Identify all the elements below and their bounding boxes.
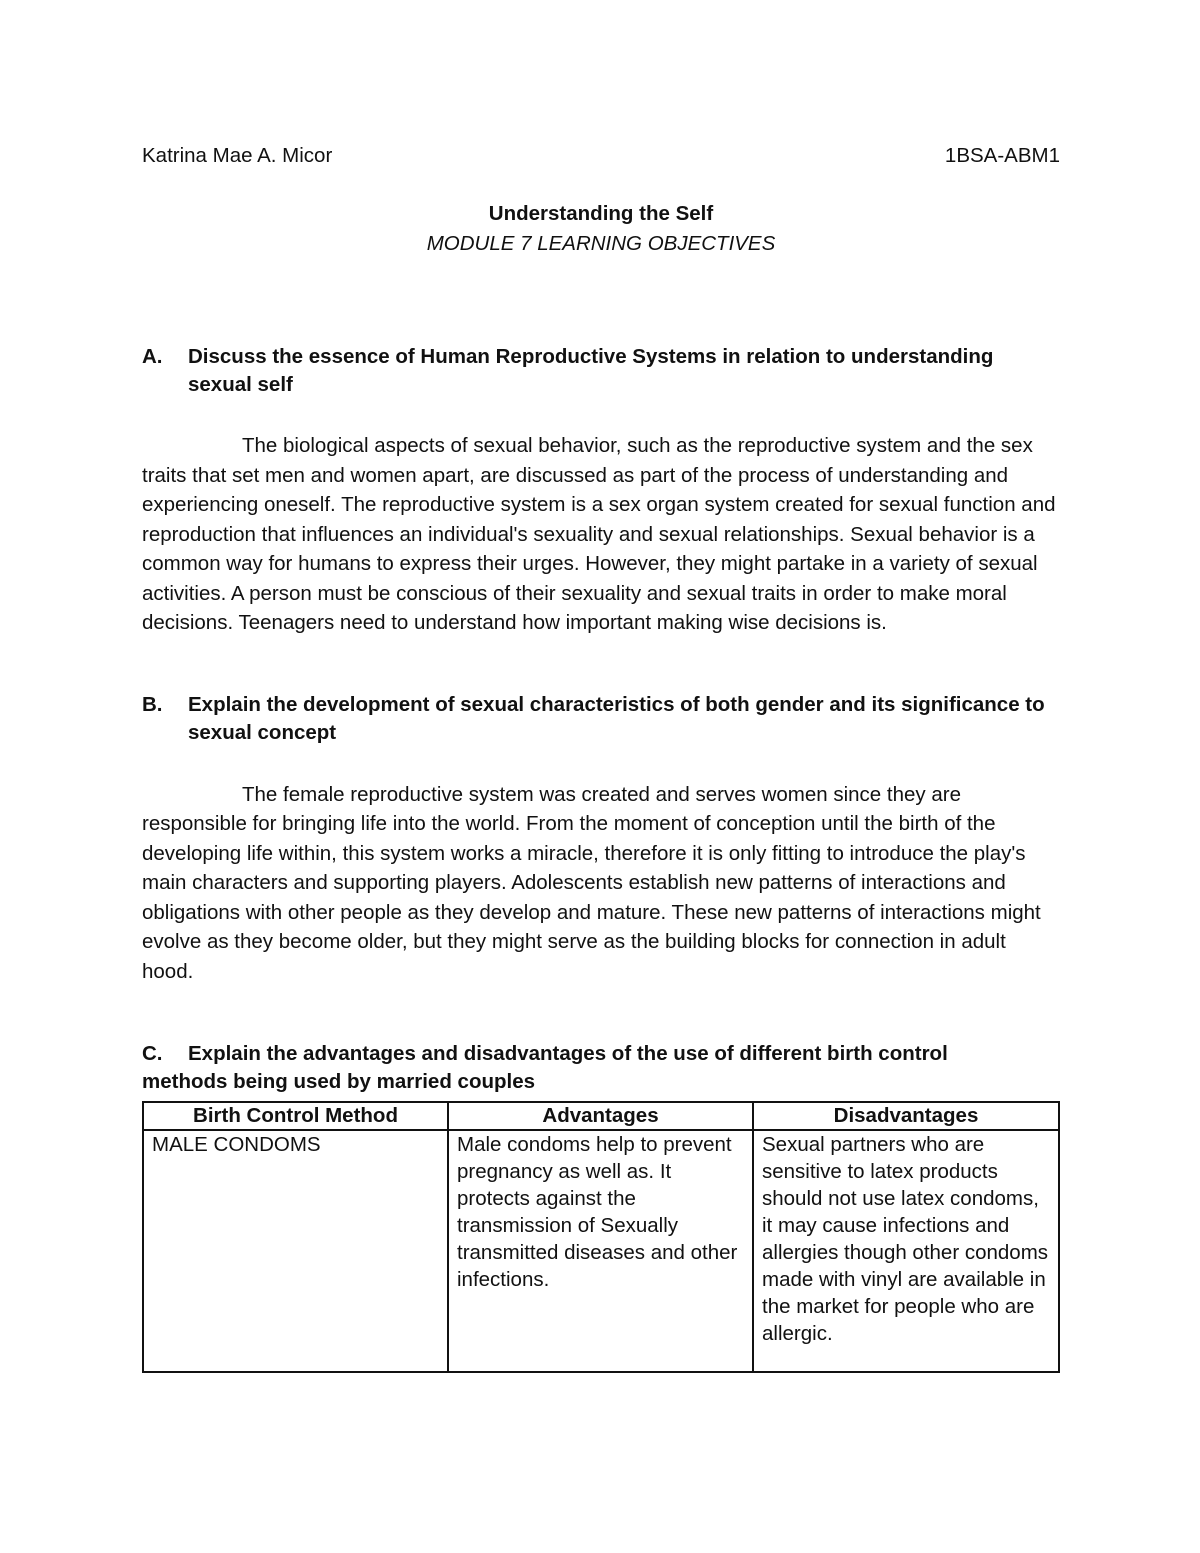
section-a-heading [142,343,1060,399]
document-title: Understanding the Self [488,202,714,225]
section-b-heading-text: Explain the development of sexual characteristics of both gender and its significance to sexual concept [188,692,1045,744]
section-c-heading-text [188,1040,1060,1068]
document-header [142,141,1060,171]
section-c-heading-continuation [142,1068,1060,1096]
cell-method: MALE CONDOMS [143,1130,448,1372]
birth-control-table [142,1101,1060,1373]
student-name: Katrina Mae A. Micor [142,144,333,167]
header-disadvantages: Disadvantages [753,1102,1059,1130]
section-c-heading-line1: Explain the advantages and disadvantages of the use of different birth control [188,1042,948,1065]
table-row [143,1130,1059,1372]
section-b-heading [142,691,1060,747]
document-subtitle: MODULE 7 LEARNING OBJECTIVES [426,232,776,255]
table-header-row [143,1102,1059,1130]
header-advantages: Advantages [448,1102,753,1130]
section-b-letter: B. [142,692,163,716]
title-block [142,199,1060,259]
class-section: 1BSA-ABM1 [944,144,1060,167]
cell-advantages: Male condoms help to prevent pregnancy as well as. It protects against the transmission of Sexually transmitted diseases and other infections. [448,1130,753,1372]
header-method: Birth Control Method [143,1102,448,1130]
section-a-letter: A. [142,345,163,368]
document-page [142,141,1060,1373]
cell-disadvantages: Sexual partners who are sensitive to latex products should not use latex condoms, it may cause infections and allergies though other condoms made with vinyl are available in the market for people who are allergic. [753,1130,1059,1372]
section-b-paragraph: The female reproductive system was created and serves women since they are responsible for bringing life into the world. From the moment of conception until the birth of the developing life within, this system works a miracle, therefore it is only fitting to introduce the play's main characters and supporting players. Adolescents establish new patterns of interactions and obligations with other people as they develop and mature. These new patterns of interactions might evolve as they become older, but they might serve as the building blocks for connection in adult hood. [142,782,1041,983]
section-c-letter: C. [142,1042,163,1065]
section-a-paragraph: The biological aspects of sexual behavior, such as the reproductive system and the sex traits that set men and women apart, are discussed as part of the process of understanding and experiencing oneself. The reproductive system is a sex organ system created for sexual function and reproduction that influences an individual's sexuality and sexual relationships. Sexual behavior is a common way for humans to express their urges. However, they might partake in a variety of sexual activities. A person must be conscious of their sexuality and sexual traits in order to make moral decisions. Teenagers need to understand how important making wise decisions is. [142,434,1056,634]
section-c-heading-line2: methods being used by married couples [142,1070,536,1093]
section-a-heading-text: Discuss the essence of Human Reproductive Systems in relation to understanding sexual self [188,345,994,396]
section-c-heading [142,1040,1060,1068]
